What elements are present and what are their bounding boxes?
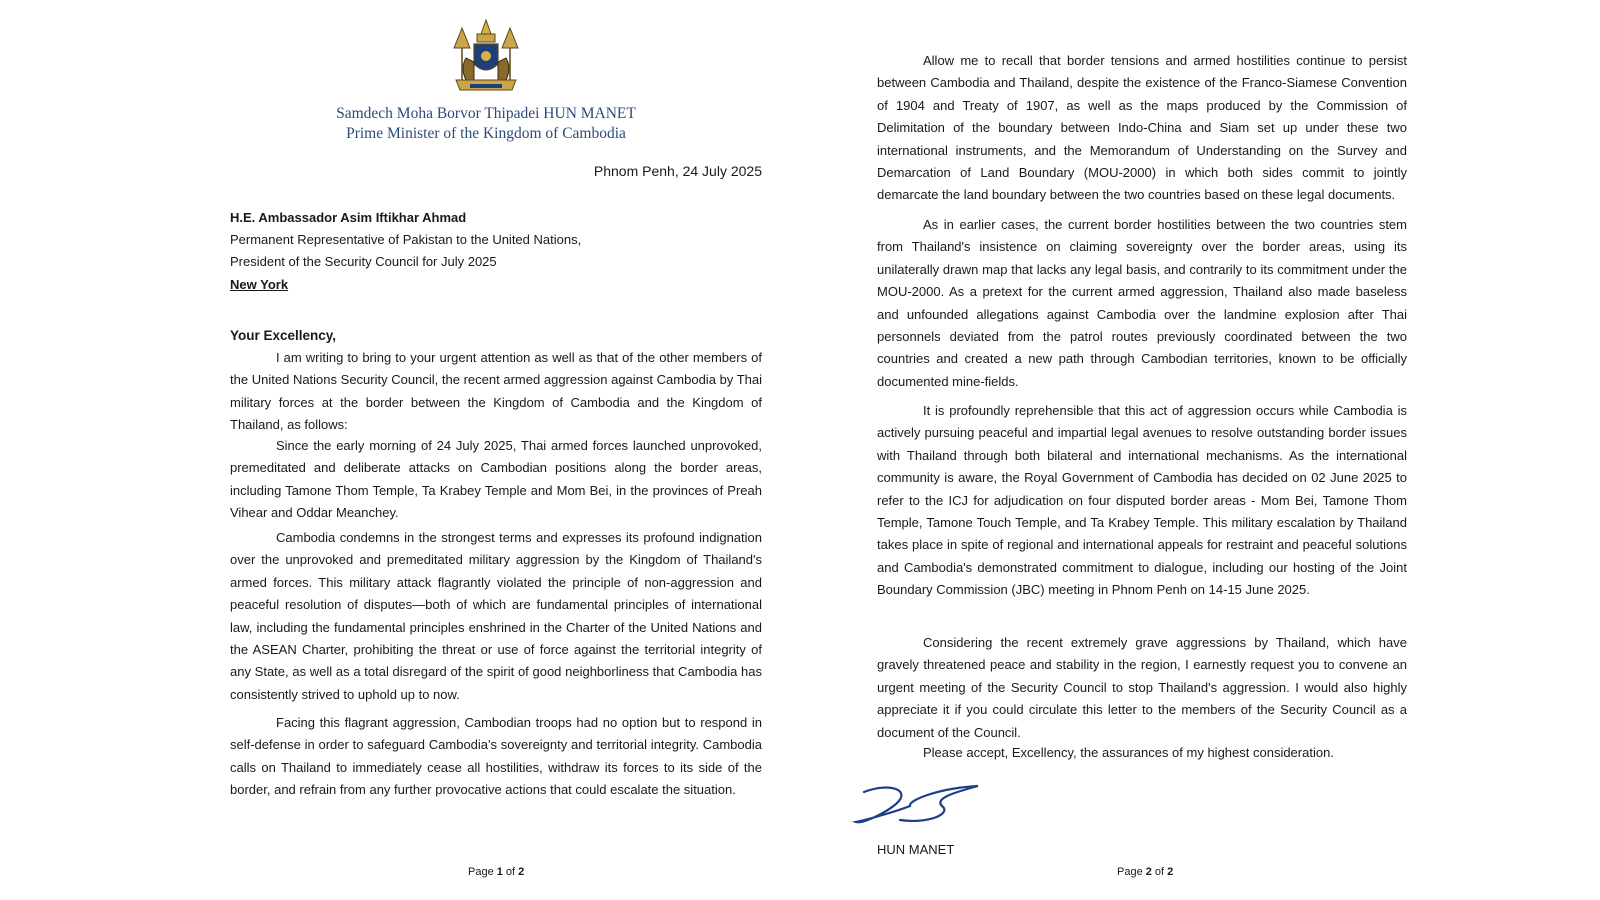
handwritten-signature-icon	[850, 780, 1000, 832]
body-paragraph: I am writing to bring to your urgent attention as well as that of the other members of the United Nations Security Council, the recent armed aggression against Cambodia by Thai military forces at the border between the Kingdom of Cambodia and the Kingdom of Thailand, as follows:	[230, 350, 762, 433]
footer-prefix: Page	[1117, 866, 1146, 878]
body-paragraph: Facing this flagrant aggression, Cambodian troops had no option but to respond in self-defense in order to safeguard Cambodia's sovereignty and territorial integrity. Cambodia calls on Thailand to immediately cease all hostilities, withdraw its forces to its side of the border, and refrain from any further provocative actions that could escalate the situation.	[230, 715, 762, 798]
body-paragraph: Considering the recent extremely grave aggressions by Thailand, which have gravely threatened peace and stability in the region, I earnestly request you to convene an urgent meeting of the Security Council to stop Thailand's aggression. I would also highly appreciate it if you could circulate this letter to the members of the Security Council as a document of the Council.	[877, 635, 1407, 740]
addressee-name: H.E. Ambassador Asim Iftikhar Ahmad	[230, 210, 467, 225]
footer-mid: of	[1151, 866, 1168, 878]
addressee-line-1: Permanent Representative of Pakistan to the United Nations,	[230, 232, 582, 247]
body-paragraph: Cambodia condemns in the strongest terms and expresses its profound indignation over the unprovoked and premeditated military aggression by the Kingdom of Thailand's armed forces. This military attack flagrantly violated the principle of non-aggression and peaceful resolution of disputes—both of which are fundamental principles of international law, including the fundamental principles enshrined in the Charter of the United Nations and the ASEAN Charter, prohibiting the threat or use of force against the territorial integrity of any State, as well as a total disregard of the spirit of good neighborliness that Cambodia has consistently strived to uphold up to now.	[230, 530, 762, 702]
closing-line: Please accept, Excellency, the assurances of my highest consideration.	[923, 745, 1334, 760]
cambodia-royal-crest-icon	[446, 18, 526, 96]
body-paragraph: Allow me to recall that border tensions and armed hostilities continue to persist between Cambodia and Thailand, despite the existence of the Franco-Siamese Convention of 1904 and Treaty of 1907, as well as the maps produced by the Commission of Delimitation of the boundary between Indo-China and Siam set up under these two international instruments, and the Memorandum of Understanding on the Survey and Demarcation of Land Boundary (MOU-2000) in which both sides commit to jointly demarcate the land boundary between the two countries based on these legal documents.	[877, 53, 1407, 203]
sender-title: Prime Minister of the Kingdom of Cambodia	[346, 125, 626, 142]
signatory-name: HUN MANET	[877, 842, 955, 857]
body-paragraph: As in earlier cases, the current border hostilities between the two countries stem from Thailand's insistence on claiming sovereignty over the border areas, using its unilaterally drawn map that lacks any legal basis, and contrarily to its commitment under the MOU-2000. As a pretext for the current armed aggression, Thailand also made baseless and unfounded allegations against Cambodia over the landmine explosion after Thai personnels deviated from the patrol routes previously coordinated between the two countries and created a new path through Cambodian territories, known to be officially documented mine-fields.	[877, 217, 1407, 389]
body-paragraph: It is profoundly reprehensible that this act of aggression occurs while Cambodia is actively pursuing peaceful and impartial legal avenues to resolve outstanding border issues with Thailand through both bilateral and international mechanisms. As the international community is aware, the Royal Government of Cambodia has decided on 02 June 2025 to refer to the ICJ for adjudication on four disputed border areas - Mom Bei, Tamone Thom Temple, Tamone Touch Temple, and Ta Krabey Temple. This military escalation by Thailand takes place in spite of regional and international appeals for restraint and peaceful solutions and Cambodia's demonstrated commitment to dialogue, including our hosting of the Joint Boundary Commission (JBC) meeting in Phnom Penh on 14-15 June 2025.	[877, 403, 1407, 598]
addressee-line-2: President of the Security Council for July 2025	[230, 254, 497, 269]
addressee-city: New York	[230, 277, 289, 292]
footer-mid: of	[502, 866, 519, 878]
footer-page-total: 2	[518, 866, 525, 878]
footer-page-number: 1	[496, 866, 503, 878]
footer-page-total: 2	[1167, 866, 1174, 878]
salutation: Your Excellency,	[230, 328, 337, 343]
body-paragraph: Since the early morning of 24 July 2025, Thai armed forces launched unprovoked, premeditated and deliberate attacks on Cambodian positions along the border areas, including Tamone Thom Temple, Ta Krabey Temple and Mom Bei, in the provinces of Preah Vihear and Oddar Meanchey.	[230, 438, 762, 521]
sender-name: Samdech Moha Borvor Thipadei HUN MANET	[336, 105, 636, 122]
page-footer	[468, 866, 524, 878]
page-footer	[1117, 866, 1173, 878]
footer-prefix: Page	[468, 866, 497, 878]
date-line: Phnom Penh, 24 July 2025	[593, 163, 762, 179]
footer-page-number: 2	[1145, 866, 1152, 878]
